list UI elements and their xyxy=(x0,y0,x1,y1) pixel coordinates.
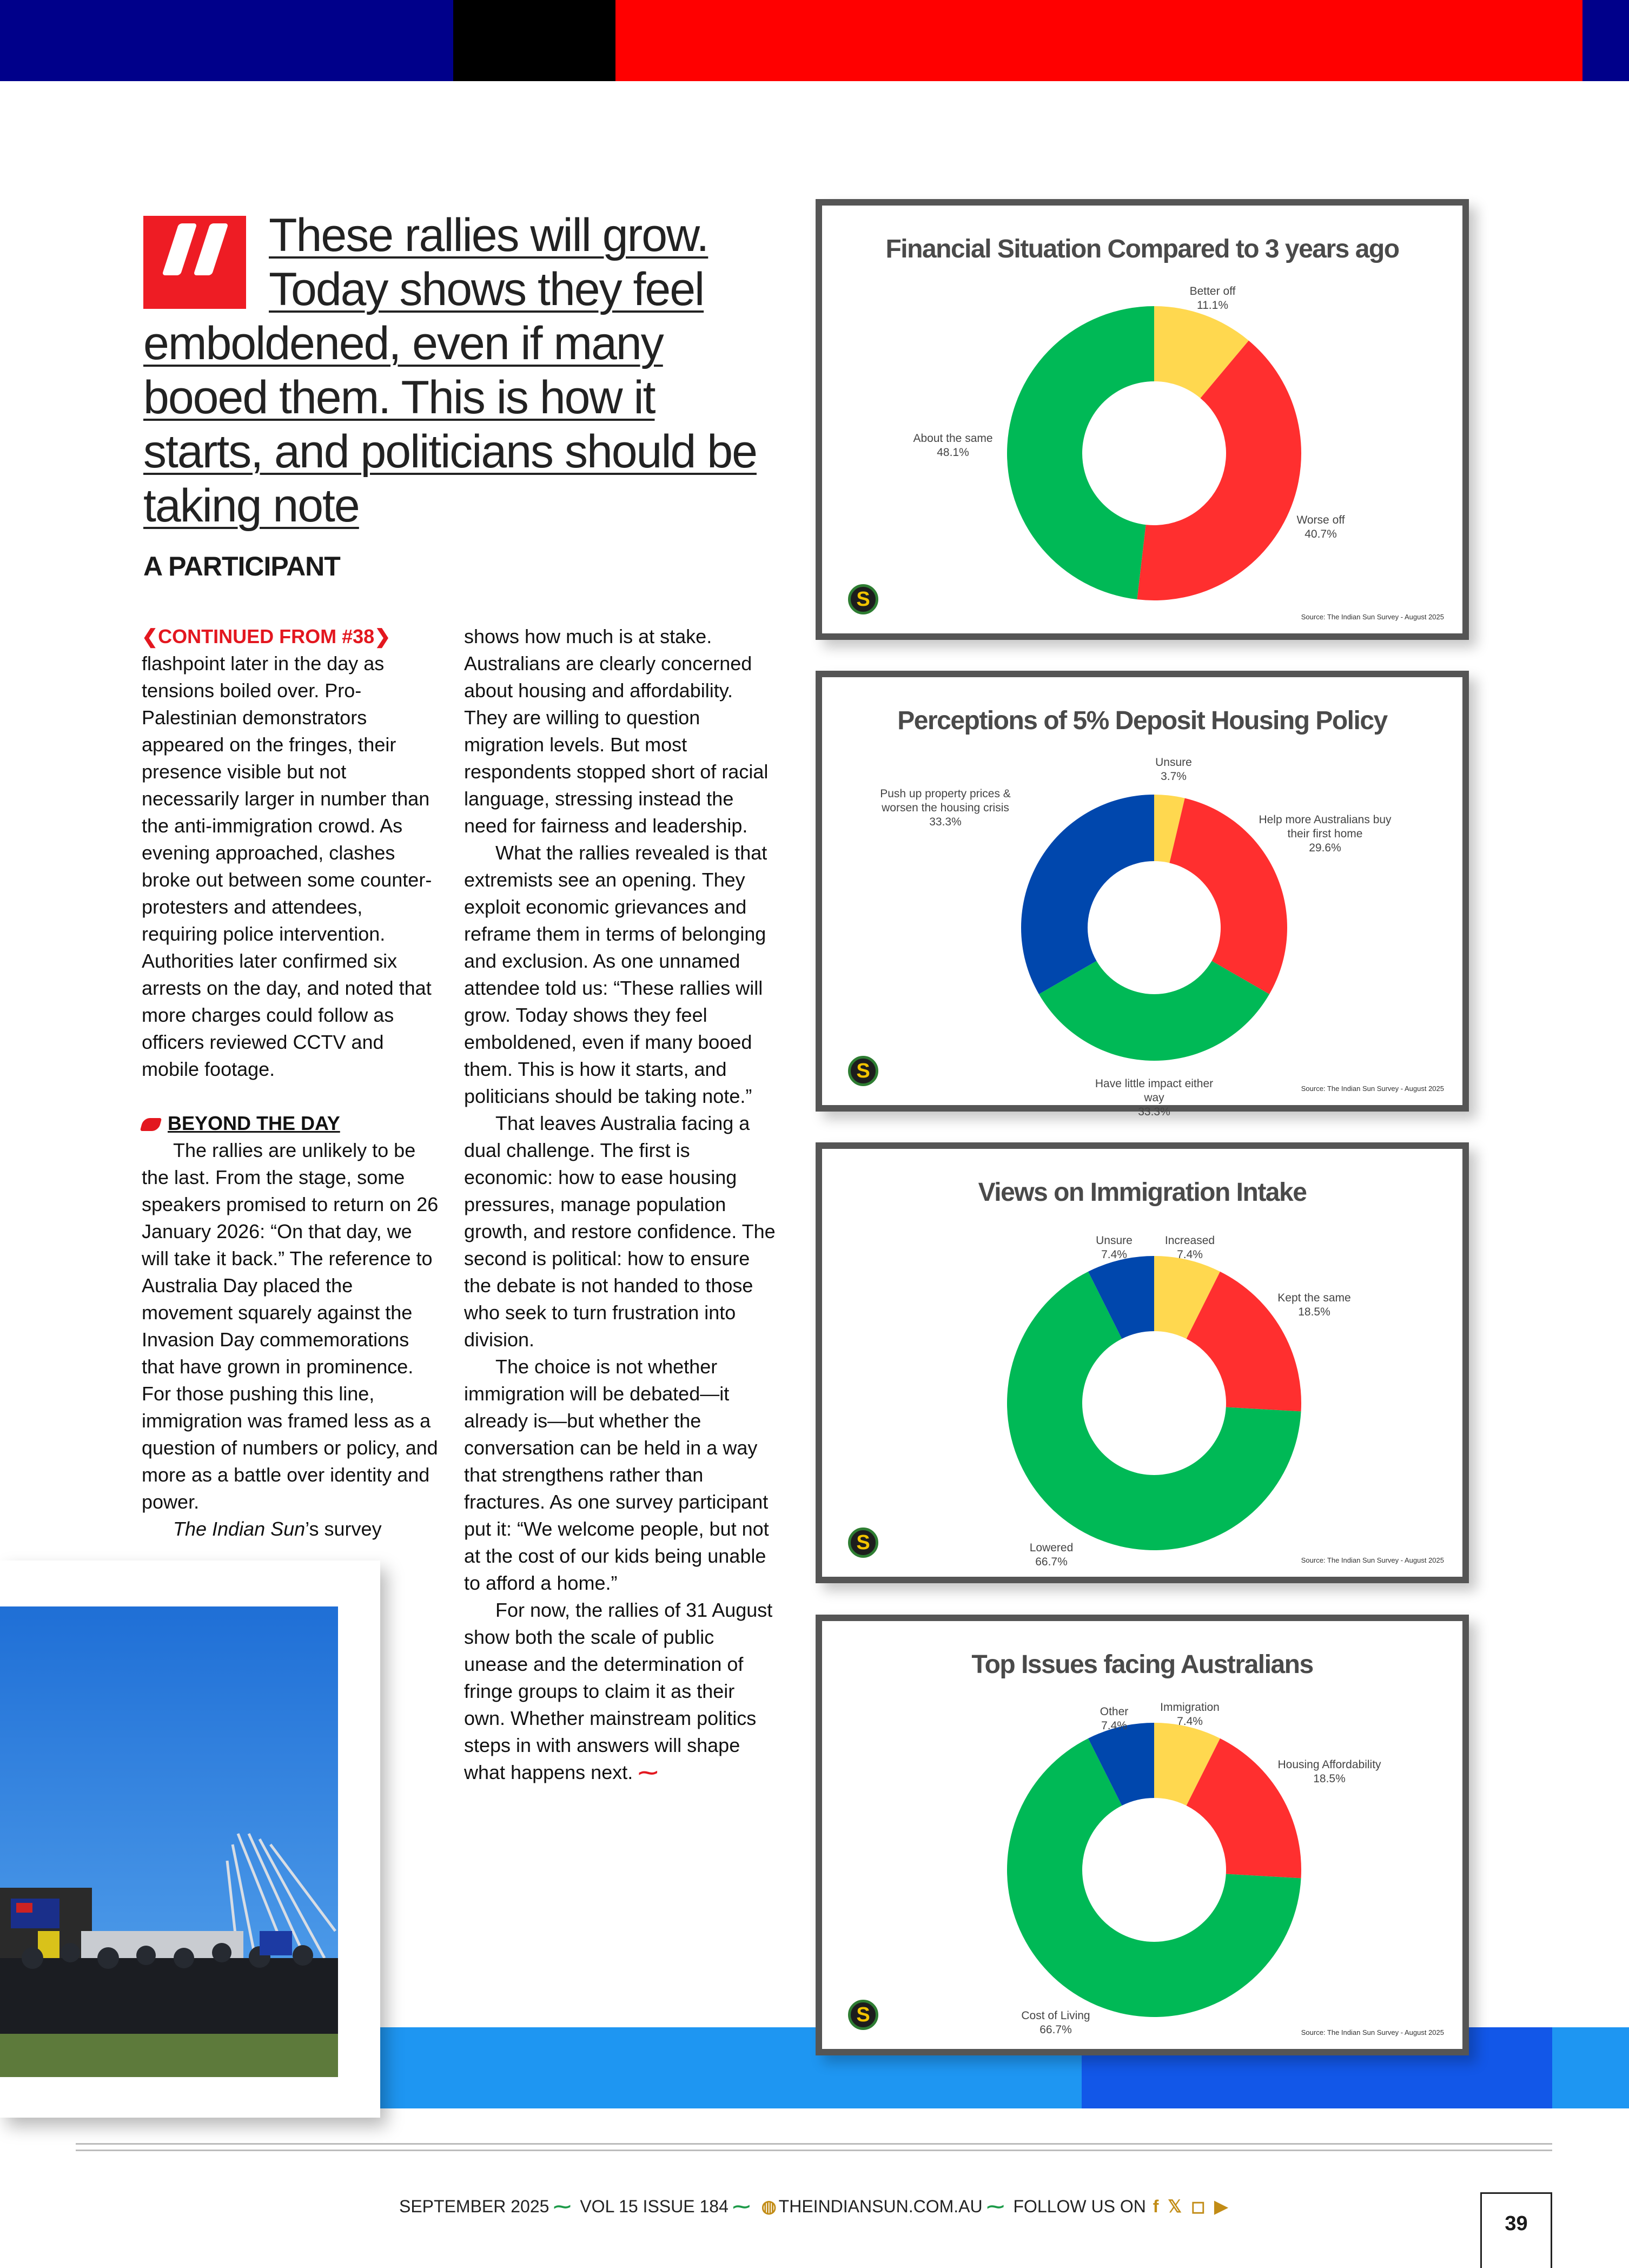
article-paragraph: What the rallies revealed is that extremists see an opening. They exploit economic grievances and reframe them in terms of belonging and exclusion. As one unnamed attendee told us: “These rallies will grow. Today shows they feel emboldened, even if many booed them. This is how it starts, and politicians should be taking note.” xyxy=(464,842,767,1107)
slice-label: Unsure 3.7% xyxy=(1155,756,1192,783)
article-paragraph: For now, the rallies of 31 August show both the scale of public unease and the determination of fringe groups to claim it as their own. Whether mainstream politics steps in with answers will shape what happens next. ⁓ xyxy=(464,1599,773,1783)
chart-immigration-intake xyxy=(816,1142,1469,1583)
page-number: 39 xyxy=(1480,2192,1552,2268)
top-bar-navy-left xyxy=(0,0,453,81)
chart-title: Top Issues facing Australians xyxy=(971,1650,1313,1679)
quote-mark-icon xyxy=(143,216,246,309)
article-paragraph: The rallies are unlikely to be the last. From the stage, some speakers promised to return on 26 January 2026: “On that day, we will take it back.” The reference to Australia Day placed the movement squarely against the Invasion Day commemorations that have grown in prominence. For those pushing this line, immigration was framed less as a question of numbers or policy, and more as a battle over identity and power. xyxy=(142,1139,439,1513)
slice-label: About the same 48.1% xyxy=(913,432,993,459)
chart-source: Source: The Indian Sun Survey - August 2025 xyxy=(1301,1556,1444,1564)
slice-label: Unsure 7.4% xyxy=(1096,1234,1133,1261)
instagram-icon[interactable]: ◻ xyxy=(1190,2197,1206,2216)
slice-label: Kept the same 18.5% xyxy=(1277,1292,1351,1318)
chart-title: Financial Situation Compared to 3 years ago xyxy=(885,235,1399,263)
article-column-2 xyxy=(464,623,778,1786)
top-bar-black xyxy=(453,0,615,81)
pull-quote-attribution: A PARTICIPANT xyxy=(143,551,340,581)
chart-top-issues xyxy=(816,1615,1469,2055)
chart-svg xyxy=(822,1621,1462,2049)
indian-sun-logo: S xyxy=(848,2000,878,2030)
rally-photo-frame xyxy=(0,1561,380,2118)
article-paragraph: flashpoint later in the day as tensions boiled over. Pro-Palestinian demonstrators appeared on the fringes, their presence visible but not necessarily larger in number than the anti-immigration crowd. As evening approached, clashes broke out between some counter-protesters and attendees, requiring police intervention. Authorities later confirmed six arrests on the day, and noted that more charges could follow as officers reviewed CCTV and mobile footage. xyxy=(142,652,432,1080)
chart-source: Source: The Indian Sun Survey - August 2025 xyxy=(1301,613,1444,621)
footer-rule xyxy=(76,2150,1552,2151)
slice-label: Push up property prices & worsen the housing crisis 33.3% xyxy=(880,788,1011,828)
youtube-icon[interactable]: ▶ xyxy=(1214,2197,1228,2216)
footer-rule xyxy=(76,2143,1552,2145)
slice-label: Lowered 66.7% xyxy=(1029,1542,1074,1568)
pie-slice-help-more-australians-buy-their-first-home xyxy=(1169,798,1287,994)
slice-label: Better off 11.1% xyxy=(1189,285,1236,312)
slice-label: Increased 7.4% xyxy=(1164,1234,1215,1261)
slice-label: Have little impact either way 33.3% xyxy=(1095,1077,1214,1118)
slice-label: Other 7.4% xyxy=(1100,1705,1129,1732)
footer: SEPTEMBER 2025 ⁓ VOL 15 ISSUE 184 ⁓ ◍ THEINDIANSUN.COM.AU ⁓ FOLLOW US ON f 𝕏 ◻ ▶ xyxy=(399,2197,1228,2216)
indian-sun-logo: S xyxy=(848,1056,878,1086)
footer-issue: VOL 15 ISSUE 184 xyxy=(580,2197,729,2216)
facebook-icon[interactable]: f xyxy=(1153,2197,1159,2216)
chart-svg xyxy=(822,1149,1462,1577)
slice-label: Housing Affordability 18.5% xyxy=(1277,1758,1381,1785)
pie-slice-about-the-same xyxy=(1007,306,1154,599)
article-paragraph: shows how much is at stake. Australians are clearly concerned about housing and affordability. They are willing to question migration levels. But most respondents stopped short of racial language, stressing instead the need for fairness and leadership. xyxy=(464,625,769,837)
pie-slice-have-little-impact-either-way xyxy=(1039,961,1269,1061)
chart-deposit-policy xyxy=(816,671,1469,1118)
slice-label: Cost of Living 66.7% xyxy=(1021,2009,1090,2036)
indian-sun-logo: S xyxy=(848,1528,878,1558)
footer-follow: FOLLOW US ON xyxy=(1013,2197,1146,2216)
article-column-1 xyxy=(142,623,442,1543)
pull-quote xyxy=(143,208,765,533)
chart-title: Views on Immigration Intake xyxy=(978,1178,1307,1207)
footer-date: SEPTEMBER 2025 xyxy=(399,2197,549,2216)
section-heading: BEYOND THE DAY xyxy=(142,1110,442,1137)
slice-label: Help more Australians buy their first home 29.6% xyxy=(1259,814,1392,854)
publication-name: The Indian Sun xyxy=(173,1518,306,1540)
chart-source: Source: The Indian Sun Survey - August 2025 xyxy=(1301,1085,1444,1093)
chart-source: Source: The Indian Sun Survey - August 2025 xyxy=(1301,2028,1444,2036)
section-bullet-icon xyxy=(140,1118,162,1131)
rally-photo xyxy=(0,1606,338,2077)
chart-title: Perceptions of 5% Deposit Housing Policy xyxy=(897,706,1387,735)
pull-quote-text: These rallies will grow. Today shows they feel emboldened, even if many booed them. This is how it starts, and politicians should be taking note xyxy=(143,209,757,532)
chart-financial-situation xyxy=(816,199,1469,640)
end-mark-icon: ⁓ xyxy=(638,1761,658,1783)
footer-website[interactable]: THEINDIANSUN.COM.AU xyxy=(778,2197,983,2216)
top-bar-red xyxy=(615,0,1582,81)
article-paragraph: The Indian Sun’s survey xyxy=(173,1518,382,1540)
slice-label: Immigration 7.4% xyxy=(1160,1701,1220,1728)
indian-sun-logo: S xyxy=(848,584,878,614)
article-paragraph: That leaves Australia facing a dual challenge. The first is economic: how to ease housing pressures, manage population growth, and restore confidence. The second is political: how to ensure the debate is not handed to those who seek to turn frustration into division. xyxy=(464,1112,776,1351)
article-paragraph: The choice is not whether immigration will be debated—it already is—but whether the conversation can be held in a way that strengthens rather than fractures. As one survey participant put it: “We welcome people, but not at the cost of our kids being unable to afford a home.” xyxy=(464,1355,769,1594)
top-bar-navy-right xyxy=(1582,0,1629,81)
slice-label: Worse off 40.7% xyxy=(1296,514,1345,540)
continued-from-link[interactable]: ❮CONTINUED FROM #38❯ xyxy=(142,625,391,647)
pie-slice-push-up-property-prices-worsen-the-housing-crisis xyxy=(1021,795,1154,994)
chart-svg xyxy=(822,677,1462,1118)
chart-svg xyxy=(822,206,1462,633)
x-icon[interactable]: 𝕏 xyxy=(1168,2197,1182,2216)
globe-icon: ◍ xyxy=(761,2197,777,2216)
